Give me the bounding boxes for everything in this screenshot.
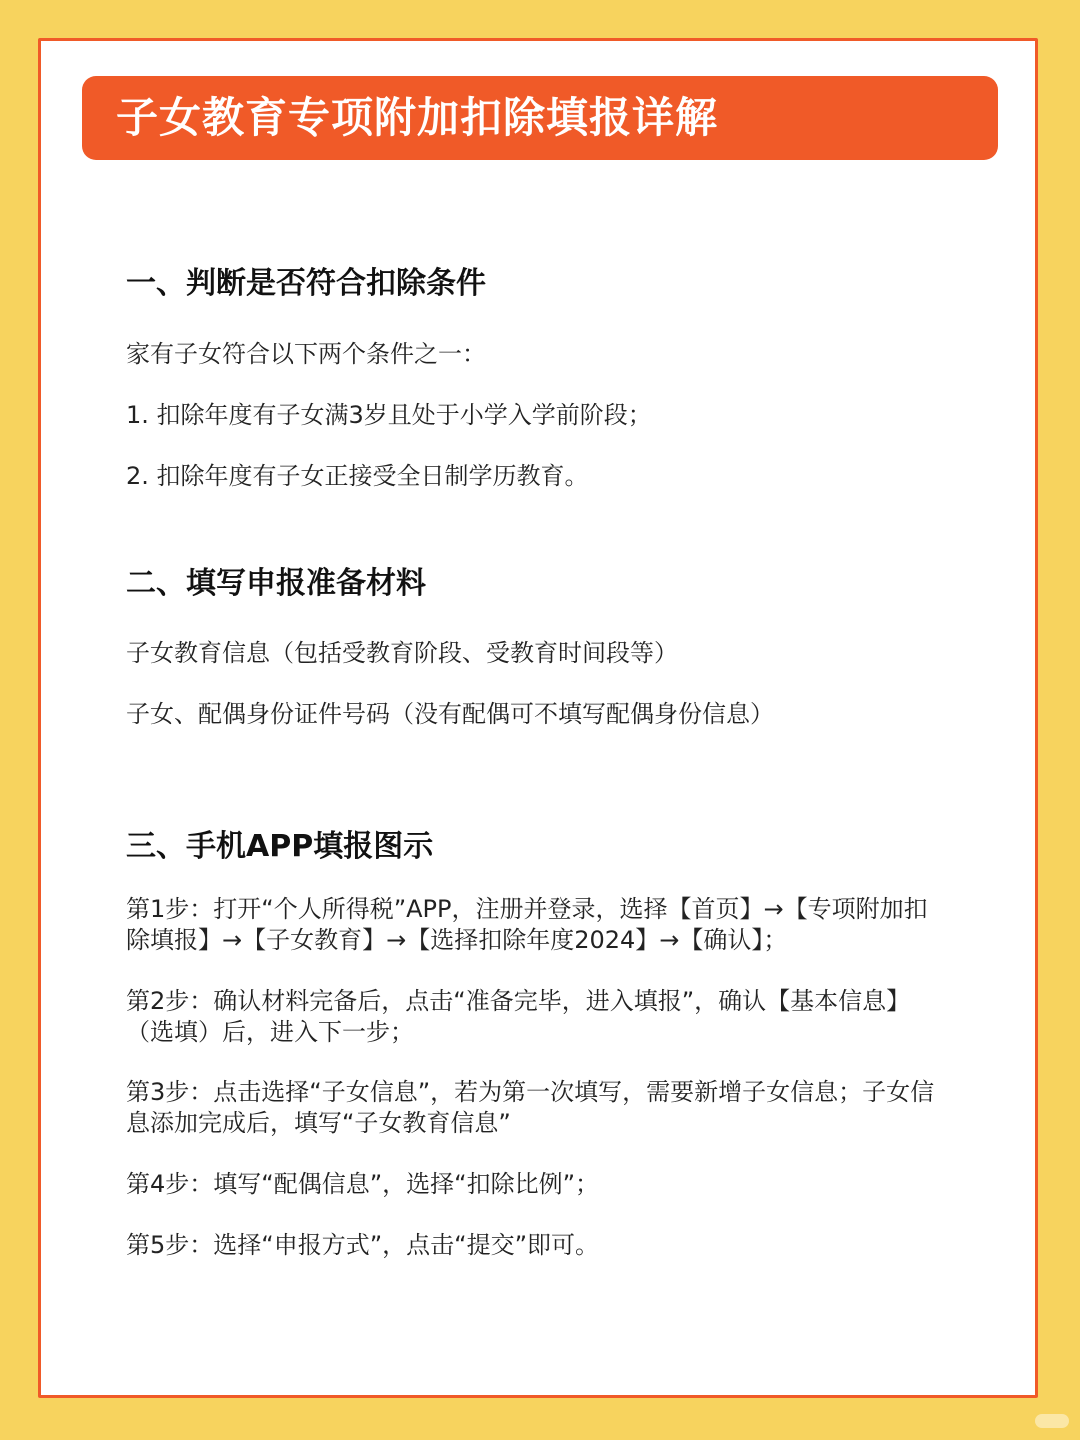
section-heading-conditions: 一、判断是否符合扣除条件 — [126, 266, 486, 301]
step-4: 第4步：填写“配偶信息”，选择“扣除比例”； — [126, 1170, 600, 1198]
condition-item-1: 1. 扣除年度有子女满3岁且处于小学入学前阶段； — [126, 401, 652, 429]
conditions-intro: 家有子女符合以下两个条件之一： — [126, 340, 486, 368]
watermark-badge — [1035, 1414, 1069, 1428]
step-3: 第3步：点击选择“子女信息”，若为第一次填写，需要新增子女信息；子女信息添加完成后，填写“子女教育信息” — [126, 1078, 935, 1137]
step-1: 第1步：打开“个人所得税”APP，注册并登录，选择【首页】→【专项附加扣除填报】→【子女教育】→【选择扣除年度2024】→【确认】； — [126, 895, 928, 954]
section-heading-materials: 二、填写申报准备材料 — [126, 566, 426, 601]
condition-item-2: 2. 扣除年度有子女正接受全日制学历教育。 — [126, 462, 589, 490]
section-heading-app-steps: 三、手机APP填报图示 — [126, 829, 434, 864]
page-title: 子女教育专项附加扣除填报详解 — [82, 76, 998, 160]
material-item-2: 子女、配偶身份证件号码（没有配偶可不填写配偶身份信息） — [126, 700, 774, 728]
step-5: 第5步：选择“申报方式”，点击“提交”即可。 — [126, 1231, 600, 1259]
material-item-1: 子女教育信息（包括受教育阶段、受教育时间段等） — [126, 639, 678, 667]
step-2: 第2步：确认材料完备后，点击“准备完毕，进入填报”，确认【基本信息】（选填）后，进入下一步； — [126, 987, 911, 1046]
